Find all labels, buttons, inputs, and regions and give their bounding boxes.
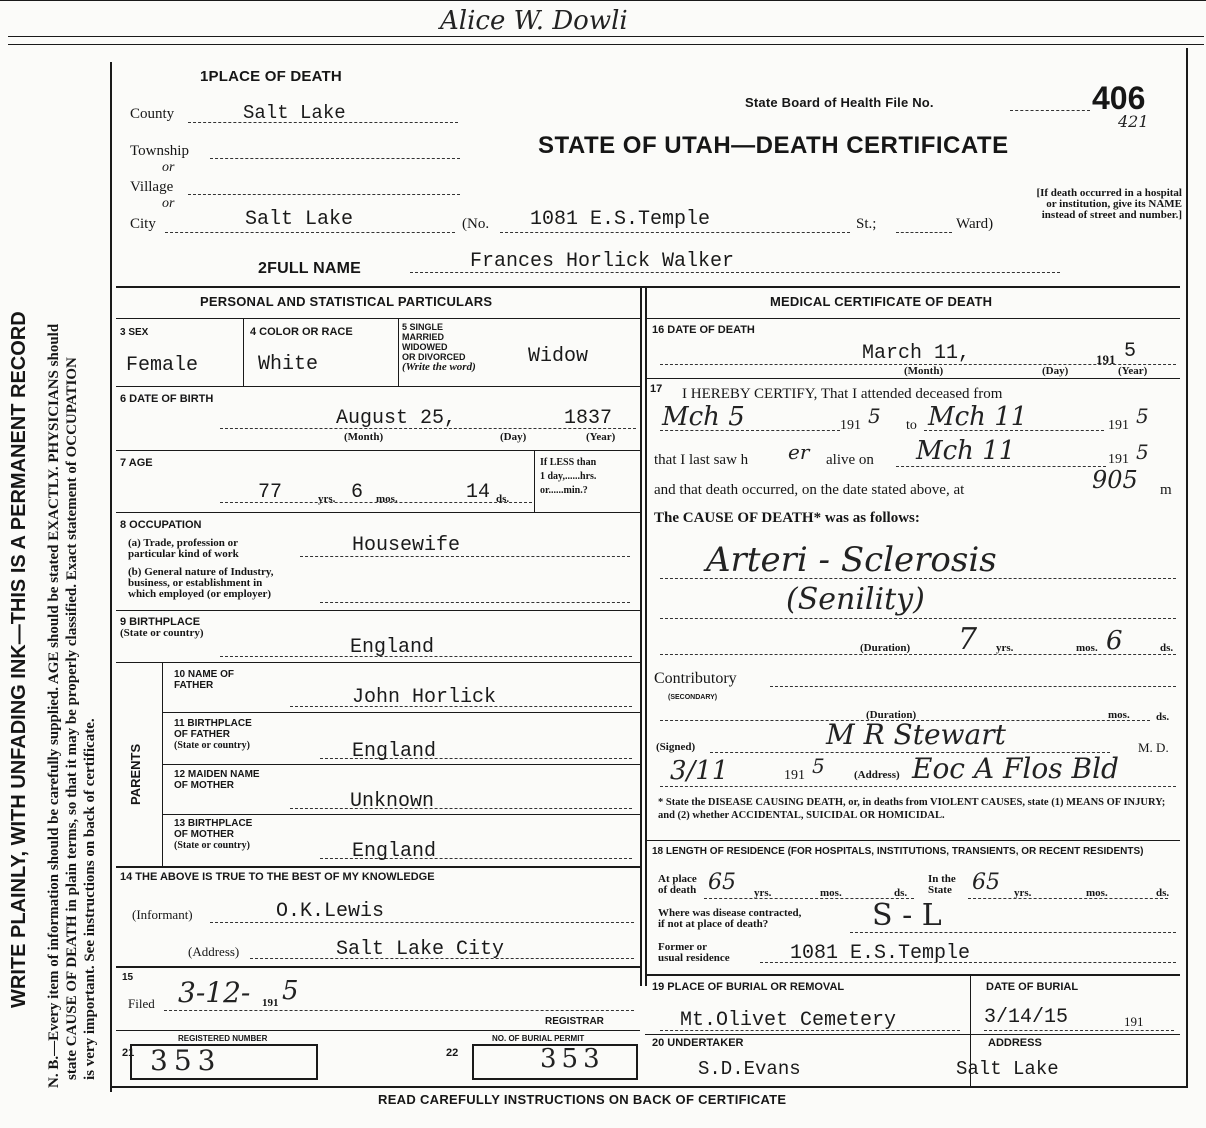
undertaker-value: S.D.Evans — [698, 1058, 801, 1080]
parents-label: PARENTS — [128, 743, 143, 805]
last-saw-year-prefix: 191 — [1108, 452, 1129, 467]
race-label: 4 COLOR OR RACE — [250, 326, 353, 338]
informant-label: (Informant) — [132, 907, 193, 922]
dod-month-label: (Month) — [904, 365, 944, 377]
sidebar-note-1: N. B.—Every item of information should be carefully supplied. AGE should be stated EXACTLY. PHYSICIANS should — [46, 323, 62, 1088]
father-name-value: John Horlick — [352, 686, 497, 709]
physician-address-label: (Address) — [854, 769, 900, 781]
full-name-label: 2FULL NAME — [258, 260, 362, 277]
res-place-ds-label: ds. — [894, 887, 908, 899]
attended-from-year: 5 — [868, 404, 881, 428]
or-label-2: or — [162, 196, 175, 211]
county-label: County — [130, 106, 175, 122]
city-label: City — [130, 216, 156, 232]
cause-label: The CAUSE OF DEATH* was as follows: — [654, 510, 920, 526]
city-value: Salt Lake — [245, 208, 354, 231]
item-21-number: 21 — [122, 1047, 135, 1059]
top-handwritten-name: Alice W. Dowli — [440, 6, 628, 36]
occupation-value: Housewife — [352, 534, 461, 557]
informant-heading: 14 THE ABOVE IS TRUE TO THE BEST OF MY KNOWLEDGE — [120, 871, 435, 883]
dob-month-label: (Month) — [344, 431, 384, 443]
sex-label: 3 SEX — [120, 327, 149, 338]
certificate-title: STATE OF UTAH—DEATH CERTIFICATE — [538, 132, 1009, 159]
father-name-label: 10 NAME OF FATHER — [174, 669, 235, 691]
res-place-yrs-label: yrs. — [754, 887, 772, 899]
time-of-death: 905 — [1092, 466, 1138, 494]
file-no-label: State Board of Health File No. — [745, 95, 934, 110]
age-days: 14 — [466, 481, 491, 504]
filed-date: 3-12- — [178, 976, 251, 1009]
signed-date: 3/11 — [670, 756, 729, 786]
res-state-years: 65 — [972, 870, 1000, 895]
burial-place-value: Mt.Olivet Cemetery — [680, 1009, 897, 1032]
filed-year: 5 — [282, 976, 299, 1006]
last-saw-pronoun: er — [788, 440, 810, 464]
attended-to-year-prefix: 191 — [1108, 418, 1129, 433]
birthplace-label: 9 BIRTHPLACE (State or country) — [120, 616, 204, 639]
medical-heading: MEDICAL CERTIFICATE OF DEATH — [770, 294, 993, 309]
age-years: 77 — [258, 481, 283, 504]
dob-label: 6 DATE OF BIRTH — [120, 393, 214, 405]
dod-label: 16 DATE OF DEATH — [652, 324, 755, 336]
undertaker-address-value: Salt Lake — [956, 1058, 1059, 1080]
age-ds-label: ds. — [496, 493, 510, 505]
undertaker-address-label: ADDRESS — [988, 1037, 1042, 1049]
street-no-label: (No. — [462, 216, 490, 232]
street-suffix-label: St.; — [856, 216, 877, 232]
residence-label: 18 LENGTH OF RESIDENCE (FOR HOSPITALS, INSTITUTIONS, TRANSIENTS, OR RECENT RESIDENTS) — [652, 846, 1144, 857]
filed-label: Filed — [128, 996, 155, 1011]
alive-on-label: alive on — [826, 452, 874, 468]
contributory-label: Contributory — [654, 670, 737, 687]
occupation-b-label: (b) General nature of Industry, business, or establishment in which employed (or employer) — [128, 566, 274, 600]
to-label: to — [906, 418, 917, 433]
item-15-number: 15 — [122, 972, 134, 983]
contracted-label: Where was disease contracted, if not at place of death? — [658, 907, 802, 930]
physician-signature: M R Stewart — [826, 718, 1006, 751]
footer-instructions: READ CAREFULLY INSTRUCTIONS ON BACK OF CERTIFICATE — [378, 1092, 787, 1107]
contributory-mos-label: mos. — [1108, 709, 1130, 721]
res-state-ds-label: ds. — [1156, 887, 1170, 899]
md-label: M. D. — [1138, 740, 1169, 755]
attended-from: Mch 5 — [662, 402, 745, 432]
secondary-label: (SECONDARY) — [668, 694, 718, 701]
father-birthplace-label: 11 BIRTHPLACE OF FATHER (State or country) — [174, 718, 252, 751]
duration-yrs-label: yrs. — [996, 642, 1014, 654]
death-occurred-text: and that death occurred, on the date stated above, at — [654, 482, 965, 498]
sex-value: Female — [126, 354, 199, 377]
dod-value: March 11, — [862, 342, 971, 365]
dod-day-label: (Day) — [1042, 365, 1069, 377]
attended-to-year: 5 — [1136, 404, 1149, 428]
age-yrs-label: yrs. — [318, 493, 336, 505]
mother-name-value: Unknown — [350, 790, 435, 813]
frame-right — [1186, 48, 1188, 1088]
burial-date-label: DATE OF BURIAL — [986, 981, 1079, 993]
cause-value: Arteri - Sclerosis — [706, 540, 997, 580]
certify-text: I HEREBY CERTIFY, That I attended deceased from — [682, 386, 1003, 402]
reg-number-label: REGISTERED NUMBER — [178, 1034, 268, 1043]
column-divider — [640, 286, 642, 986]
signed-year: 5 — [812, 754, 825, 778]
hospital-note: [If death occurred in a hospital or institution, give its NAME instead of street and number.] — [1036, 187, 1182, 221]
dob-day-label: (Day) — [500, 431, 527, 443]
street-value: 1081 E.S.Temple — [530, 208, 711, 231]
or-label-1: or — [162, 160, 175, 175]
less-than-note: If LESS than 1 day,......hrs. or......min.? — [540, 457, 597, 496]
marital-value: Widow — [528, 345, 589, 368]
occupation-label: 8 OCCUPATION — [120, 519, 202, 531]
file-number-alt: 421 — [1118, 112, 1149, 131]
race-value: White — [258, 353, 319, 376]
frame-bottom — [110, 1086, 1188, 1088]
sidebar-warning: WRITE PLAINLY, WITH UNFADING INK—THIS IS A PERMANENT RECORD — [8, 311, 30, 1008]
place-of-death-label: 1PLACE OF DEATH — [200, 68, 342, 85]
burial-year-prefix: 191 — [1124, 1014, 1144, 1029]
mother-birthplace-value: England — [352, 840, 437, 863]
contributory-ds-label: ds. — [1156, 711, 1170, 723]
informant-address-value: Salt Lake City — [336, 938, 505, 961]
last-saw-date: Mch 11 — [916, 436, 1016, 466]
signed-year-prefix: 191 — [784, 768, 805, 783]
informant-value: O.K.Lewis — [276, 900, 385, 923]
section-top-rule — [116, 286, 1180, 288]
age-mos-label: mos. — [376, 493, 398, 505]
ward-label: Ward) — [956, 216, 994, 232]
age-months: 6 — [351, 481, 364, 504]
dob-year: 1837 — [564, 407, 613, 430]
duration-months: 6 — [1106, 626, 1123, 656]
registrar-label: REGISTRAR — [545, 1016, 604, 1027]
res-place-label: At place of death — [658, 873, 697, 896]
top-rule-2 — [8, 44, 1204, 45]
contracted-value: S - L — [872, 898, 942, 933]
frame-left — [110, 62, 112, 1092]
dod-year-prefix: 191 — [1096, 352, 1116, 367]
occupation-a-label: (a) Trade, profession or particular kind of work — [128, 537, 239, 560]
undertaker-label: 20 UNDERTAKER — [652, 1037, 744, 1049]
dod-year-label: (Year) — [1118, 365, 1148, 377]
column-divider-2 — [645, 286, 647, 986]
sidebar-note-2: state CAUSE OF DEATH in plain terms, so that it may be properly classified. Exact statement of OCCUPATION — [64, 357, 80, 1080]
res-state-label: In the State — [928, 873, 956, 896]
burial-permit-label: NO. OF BURIAL PERMIT — [492, 1034, 585, 1043]
filed-year-prefix: 191 — [262, 997, 279, 1009]
am-label: m — [1160, 482, 1172, 498]
sidebar-note-3: is very important. See instructions on back of certificate. — [82, 718, 98, 1080]
village-label: Village — [130, 179, 174, 195]
former-residence-label: Former or usual residence — [658, 941, 730, 964]
contributory-duration-label: (Duration) — [866, 709, 917, 721]
physician-address: Eoc A Flos Bld — [912, 752, 1119, 785]
former-residence-value: 1081 E.S.Temple — [790, 942, 971, 965]
attended-from-year-prefix: 191 — [840, 418, 861, 433]
dob-month-day: August 25, — [336, 407, 457, 430]
last-saw-text: that I last saw h — [654, 452, 749, 468]
res-place-mos-label: mos. — [820, 887, 842, 899]
mother-birthplace-label: 13 BIRTHPLACE OF MOTHER (State or country) — [174, 818, 253, 851]
dob-year-label: (Year) — [586, 431, 616, 443]
burial-permit-value: 353 — [540, 1044, 605, 1074]
burial-place-label: 19 PLACE OF BURIAL OR REMOVAL — [652, 981, 845, 993]
full-name-value: Frances Horlick Walker — [470, 250, 735, 273]
res-place-years: 65 — [708, 870, 736, 895]
duration-years: 7 — [958, 622, 978, 657]
burial-date-value: 3/14/15 — [984, 1006, 1069, 1029]
informant-address-label: (Address) — [188, 944, 240, 959]
reg-number-value: 353 — [150, 1044, 222, 1077]
birthplace-value: England — [350, 636, 435, 659]
attended-to: Mch 11 — [928, 402, 1028, 432]
mother-name-label: 12 MAIDEN NAME OF MOTHER — [174, 769, 260, 791]
duration-mos-label: mos. — [1076, 642, 1098, 654]
marital-label: 5 SINGLE MARRIED WIDOWED OR DIVORCED (Write the word) — [402, 322, 476, 373]
item-17-number: 17 — [650, 383, 663, 395]
signed-label: (Signed) — [656, 741, 696, 753]
res-state-yrs-label: yrs. — [1014, 887, 1032, 899]
cause-footnote: * State the DISEASE CAUSING DEATH, or, in deaths from VIOLENT CAUSES, state (1) MEANS OF INJURY; and (2) whether ACCIDENTAL, SUICIDAL OR HOMICIDAL. — [658, 797, 1166, 821]
duration-label: (Duration) — [860, 642, 911, 654]
cause-secondary: (Senility) — [786, 582, 925, 617]
dod-year: 5 — [1124, 340, 1137, 363]
last-saw-year: 5 — [1136, 440, 1149, 464]
personal-heading: PERSONAL AND STATISTICAL PARTICULARS — [200, 294, 493, 309]
age-label: 7 AGE — [120, 457, 153, 469]
father-birthplace-value: England — [352, 740, 437, 763]
res-state-mos-label: mos. — [1086, 887, 1108, 899]
item-22-number: 22 — [446, 1047, 459, 1059]
duration-ds-label: ds. — [1160, 642, 1174, 654]
file-number: 406 — [1092, 80, 1146, 116]
top-rule — [8, 36, 1204, 37]
township-label: Township — [130, 143, 189, 159]
top-edge — [0, 0, 1206, 1]
county-value: Salt Lake — [243, 102, 346, 124]
